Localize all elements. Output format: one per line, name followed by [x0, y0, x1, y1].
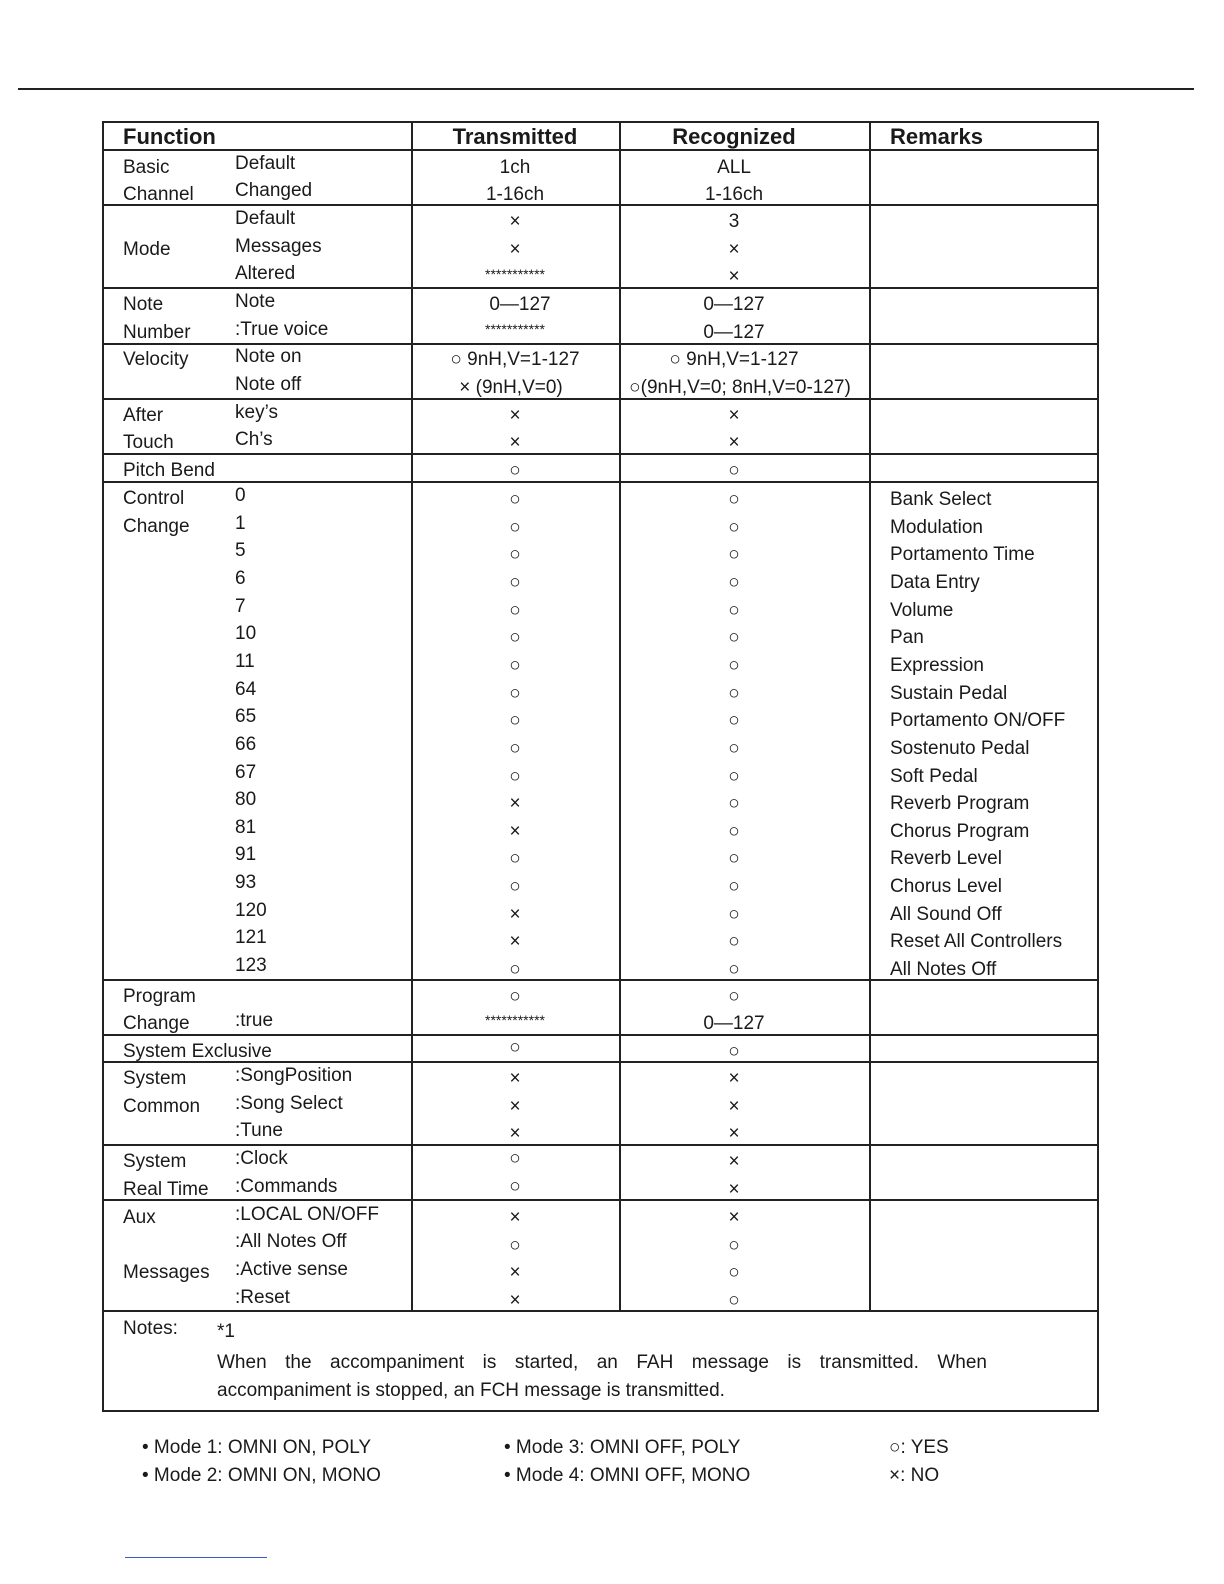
- row-recognized: 3: [728, 211, 740, 232]
- cc-transmitted: ○: [509, 876, 521, 897]
- cc-transmitted: ○: [509, 683, 521, 704]
- cc-remark: Pan: [890, 627, 924, 648]
- cc-recognized: ○: [728, 766, 740, 787]
- row-transmitted: ○: [509, 1235, 521, 1256]
- cc-transmitted: ×: [509, 931, 521, 952]
- cc-number: 0: [235, 485, 246, 506]
- row-recognized: ×: [728, 1123, 740, 1144]
- cc-number: 7: [235, 596, 246, 617]
- row-transmitted: ×: [509, 1068, 521, 1089]
- control-change-label: Control: [123, 488, 185, 509]
- cc-number: 91: [235, 844, 257, 865]
- row-function-label: Touch: [123, 432, 174, 453]
- cc-remark: Soft Pedal: [890, 766, 978, 787]
- column-divider: [869, 123, 871, 1312]
- cc-remark: Sostenuto Pedal: [890, 738, 1030, 759]
- cc-number: 67: [235, 762, 257, 783]
- row-function-sub: Note: [235, 291, 276, 312]
- row-function-label: Pitch Bend: [123, 460, 215, 481]
- cc-transmitted: ○: [509, 544, 521, 565]
- row-function-sub: :True voice: [235, 319, 329, 340]
- header-transmitted: Transmitted: [452, 124, 578, 149]
- row-divider: [104, 287, 1097, 289]
- cc-remark: Reverb Program: [890, 793, 1030, 814]
- row-recognized: ×: [728, 1179, 740, 1200]
- cc-recognized: ○: [728, 517, 740, 538]
- cc-remark: Chorus Program: [890, 821, 1030, 842]
- column-divider: [411, 123, 413, 1312]
- row-function-sub: :All Notes Off: [235, 1231, 347, 1252]
- cc-remark: Expression: [890, 655, 984, 676]
- row-function-sub: Note off: [235, 374, 302, 395]
- cc-remark: Bank Select: [890, 489, 992, 510]
- cc-remark: Data Entry: [890, 572, 980, 593]
- row-divider: [104, 398, 1097, 400]
- row-function-label: Basic: [123, 157, 170, 178]
- cc-remark: Chorus Level: [890, 876, 1002, 897]
- cc-number: 6: [235, 568, 246, 589]
- row-function-label: Number: [123, 322, 191, 343]
- cc-number: 10: [235, 623, 257, 644]
- row-transmitted: ×: [509, 432, 521, 453]
- cc-remark: Sustain Pedal: [890, 683, 1008, 704]
- cc-transmitted: ○: [509, 489, 521, 510]
- cc-recognized: ○: [728, 683, 740, 704]
- row-function-sub: :LOCAL ON/OFF: [235, 1204, 379, 1225]
- row-function-sub: :Active sense: [235, 1259, 348, 1280]
- row-recognized: ×: [728, 405, 740, 426]
- row-recognized: ×: [728, 1096, 740, 1117]
- row-transmitted: ***********: [485, 266, 545, 282]
- row-function-sub: key’s: [235, 402, 278, 423]
- row-function-label: System: [123, 1151, 187, 1172]
- row-function-sub: Changed: [235, 180, 313, 201]
- row-function-label: Common: [123, 1096, 201, 1117]
- cc-transmitted: ○: [509, 848, 521, 869]
- row-recognized: ×: [728, 432, 740, 453]
- top-rule: [18, 88, 1194, 90]
- cc-transmitted: ×: [509, 821, 521, 842]
- cc-transmitted: ○: [509, 655, 521, 676]
- row-recognized: ×: [728, 1068, 740, 1089]
- row-recognized: 0—127: [703, 294, 765, 315]
- row-recognized: ○: [728, 1290, 740, 1311]
- row-function-sub: :SongPosition: [235, 1065, 353, 1086]
- row-transmitted: 1ch: [499, 157, 531, 178]
- cc-recognized: ○: [728, 931, 740, 952]
- row-recognized: 0—127: [703, 322, 765, 343]
- row-divider: [104, 1310, 1097, 1312]
- row-function-sub: :Reset: [235, 1287, 290, 1308]
- row-transmitted: ○: [509, 1176, 521, 1197]
- cc-recognized: ○: [728, 793, 740, 814]
- row-transmitted: ***********: [485, 1012, 545, 1028]
- cc-remark: Reverb Level: [890, 848, 1002, 869]
- cc-number: 80: [235, 789, 257, 810]
- cc-transmitted: ×: [509, 793, 521, 814]
- cc-recognized: ○: [728, 738, 740, 759]
- row-recognized: ×: [728, 1207, 740, 1228]
- cc-recognized: ○: [728, 544, 740, 565]
- row-transmitted: 0—127: [489, 294, 551, 315]
- row-divider: [104, 481, 1097, 483]
- row-transmitted: ***********: [485, 321, 545, 337]
- cc-recognized: ○: [728, 600, 740, 621]
- cc-remark: Portamento Time: [890, 544, 1035, 565]
- row-recognized: ALL: [717, 157, 751, 178]
- row-divider: [104, 1034, 1097, 1036]
- row-transmitted: ○: [509, 1037, 521, 1058]
- cc-number: 65: [235, 706, 257, 727]
- row-transmitted: ○: [509, 1148, 521, 1169]
- cc-recognized: ○: [728, 710, 740, 731]
- cc-remark: Reset All Controllers: [890, 931, 1063, 952]
- cc-remark: All Sound Off: [890, 904, 1002, 925]
- cc-number: 5: [235, 540, 246, 561]
- row-function-label: Program: [123, 986, 196, 1007]
- cc-recognized: ○: [728, 655, 740, 676]
- row-function-label: Note: [123, 294, 164, 315]
- cc-transmitted: ○: [509, 572, 521, 593]
- cc-transmitted: ×: [509, 904, 521, 925]
- row-recognized: ×: [728, 239, 740, 260]
- control-change-label: Change: [123, 516, 190, 537]
- row-function-label: Aux: [123, 1207, 156, 1228]
- row-divider: [104, 453, 1097, 455]
- row-function-sub: Default: [235, 153, 296, 174]
- row-transmitted: ×: [509, 405, 521, 426]
- row-transmitted: 1-16ch: [485, 184, 545, 205]
- cc-number: 11: [235, 651, 255, 672]
- cc-remark: Modulation: [890, 517, 983, 538]
- cc-recognized: ○: [728, 848, 740, 869]
- cc-number: 93: [235, 872, 257, 893]
- row-function-label: Messages: [123, 1262, 210, 1283]
- header-function: Function: [123, 124, 216, 149]
- row-transmitted: ×: [509, 239, 521, 260]
- row-divider: [104, 1144, 1097, 1146]
- cc-recognized: ○: [728, 959, 740, 980]
- row-recognized: ○: [728, 460, 740, 481]
- row-function-sub: :true: [235, 1010, 274, 1031]
- row-recognized: 0—127: [703, 1013, 765, 1034]
- cc-transmitted: ○: [509, 600, 521, 621]
- row-divider: [104, 343, 1097, 345]
- row-function-sub: :Tune: [235, 1120, 283, 1141]
- row-function-label: Channel: [123, 184, 194, 205]
- row-divider: [104, 204, 1097, 206]
- cc-recognized: ○: [728, 627, 740, 648]
- row-recognized: ×: [728, 266, 740, 287]
- cc-recognized: ○: [728, 821, 740, 842]
- row-function-sub: Note on: [235, 346, 302, 367]
- notes-text: When the accompaniment is started, an FAH message is transmitted. When accompaniment is stopped, an FCH message is transmitted.: [217, 1352, 987, 1401]
- row-recognized: ○(9nH,V=0; 8nH,V=0-127): [629, 377, 851, 398]
- cc-number: 1: [235, 513, 246, 534]
- legend-no: ×: NO: [889, 1465, 940, 1486]
- row-function-sub: Ch’s: [235, 429, 273, 450]
- row-transmitted: ×: [509, 1096, 521, 1117]
- cc-remark: All Notes Off: [890, 959, 997, 980]
- cc-transmitted: ○: [509, 517, 521, 538]
- cc-transmitted: ○: [509, 766, 521, 787]
- row-function-sub: :Clock: [235, 1148, 288, 1169]
- cc-transmitted: ○: [509, 738, 521, 759]
- row-transmitted: ×: [509, 1207, 521, 1228]
- row-function-sub: :Commands: [235, 1176, 338, 1197]
- row-recognized: ×: [728, 1151, 740, 1172]
- row-function-label: Velocity: [123, 349, 189, 370]
- cc-remark: Volume: [890, 600, 954, 621]
- row-divider: [104, 1199, 1097, 1201]
- legend-mode-1: • Mode 1: OMNI ON, POLY: [142, 1437, 372, 1458]
- cc-number: 121: [235, 927, 267, 948]
- cc-number: 66: [235, 734, 257, 755]
- row-function-label: After: [123, 405, 164, 426]
- notes-label: Notes:: [123, 1318, 178, 1339]
- cc-transmitted: ○: [509, 710, 521, 731]
- cc-transmitted: ○: [509, 959, 521, 980]
- row-recognized: ○ 9nH,V=1-127: [669, 349, 799, 370]
- cc-recognized: ○: [728, 572, 740, 593]
- midi-implementation-chart: [102, 121, 1099, 1412]
- row-transmitted: ○: [509, 986, 521, 1007]
- row-transmitted: × (9nH,V=0): [459, 377, 563, 398]
- legend-mode-4: • Mode 4: OMNI OFF, MONO: [504, 1465, 751, 1486]
- cc-remark: Portamento ON/OFF: [890, 710, 1066, 731]
- cc-transmitted: ○: [509, 627, 521, 648]
- row-function-label: Change: [123, 1013, 190, 1034]
- cc-recognized: ○: [728, 489, 740, 510]
- row-function-sub: Default: [235, 208, 296, 229]
- row-function-sub: Altered: [235, 263, 296, 284]
- row-recognized: ○: [728, 1041, 740, 1062]
- row-function-label: Real Time: [123, 1179, 209, 1200]
- row-transmitted: ○ 9nH,V=1-127: [450, 349, 580, 370]
- row-transmitted: ×: [509, 1290, 521, 1311]
- row-recognized: ○: [728, 986, 740, 1007]
- cc-recognized: ○: [728, 904, 740, 925]
- row-function-label: Mode: [123, 239, 171, 260]
- cc-number: 81: [235, 817, 257, 838]
- cc-recognized: ○: [728, 876, 740, 897]
- column-divider: [619, 123, 621, 1312]
- row-transmitted: ×: [509, 1123, 521, 1144]
- row-recognized: ○: [728, 1235, 740, 1256]
- row-transmitted: ×: [509, 211, 521, 232]
- row-function-label: System: [123, 1068, 187, 1089]
- legend-mode-3: • Mode 3: OMNI OFF, POLY: [504, 1437, 741, 1458]
- row-divider: [104, 149, 1097, 151]
- row-recognized: 1-16ch: [704, 184, 764, 205]
- bottom-rule: [125, 1557, 267, 1558]
- row-function-sub: :Song Select: [235, 1093, 343, 1114]
- legend-mode-2: • Mode 2: OMNI ON, MONO: [142, 1465, 381, 1486]
- row-function-sub: Messages: [235, 236, 322, 257]
- legend-yes: ○: YES: [889, 1437, 949, 1458]
- row-transmitted: ○: [509, 460, 521, 481]
- row-function-label: System Exclusive: [123, 1041, 272, 1062]
- header-recognized: Recognized: [672, 124, 796, 149]
- cc-number: 64: [235, 679, 257, 700]
- row-recognized: ○: [728, 1262, 740, 1283]
- cc-number: 123: [235, 955, 267, 976]
- notes-reference: *1: [217, 1321, 235, 1342]
- row-transmitted: ×: [509, 1262, 521, 1283]
- header-remarks: Remarks: [890, 124, 983, 149]
- cc-number: 120: [235, 900, 267, 921]
